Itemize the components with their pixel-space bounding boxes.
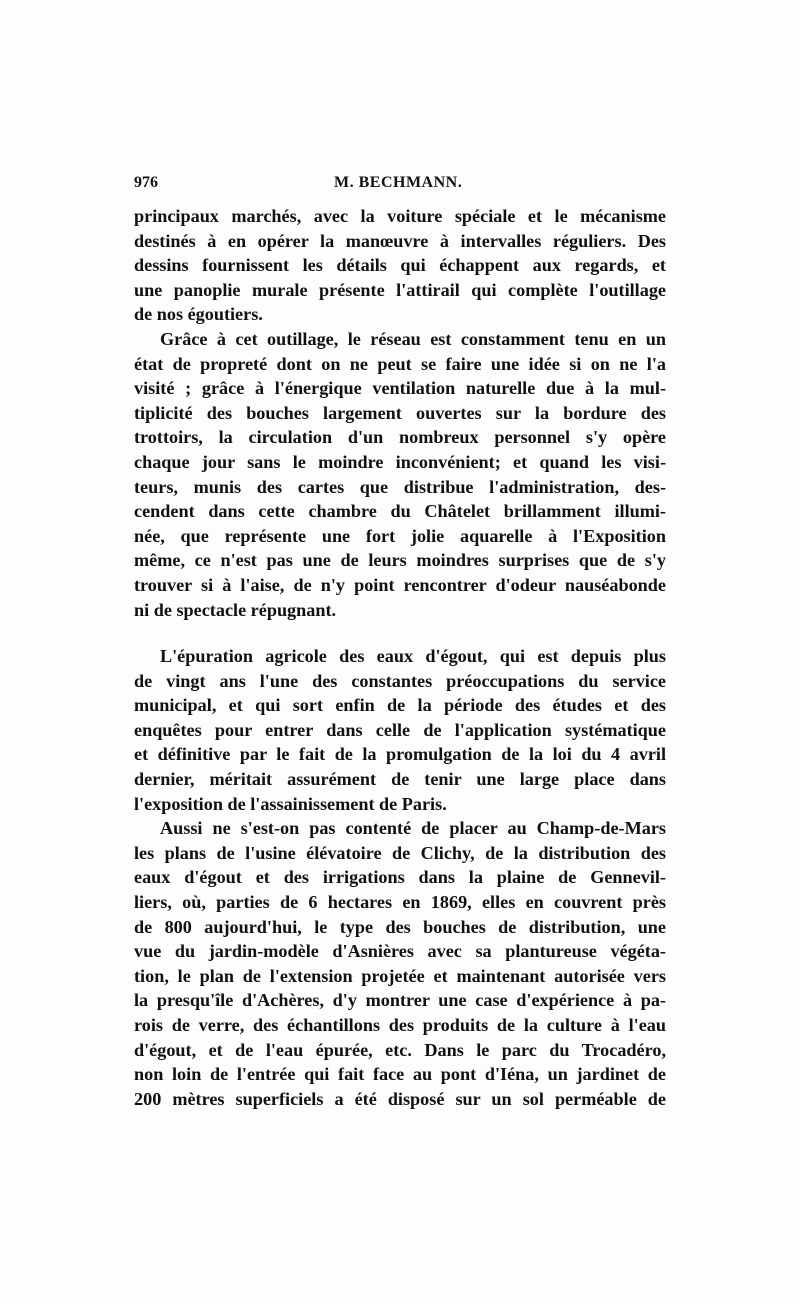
text-line: d'égout, et de l'eau épurée, etc. Dans le parc du Trocadéro,	[134, 1039, 666, 1060]
text-line: l'exposition de l'assainissement de Paris.	[134, 793, 447, 814]
text-line: liers, où, parties de 6 hectares en 1869, elles en couvrent près	[134, 892, 666, 913]
text-line: eaux d'égout et des irrigations dans la plaine de Gennevil-	[134, 867, 666, 888]
text-line: enquêtes pour entrer dans celle de l'application systématique	[134, 719, 666, 740]
text-line: ni de spectacle répugnant.	[134, 599, 337, 620]
text-line: de nos égoutiers.	[134, 304, 263, 325]
text-line: une panoplie murale présente l'attirail qui complète l'outillage	[134, 279, 666, 300]
text-line: trouver si à l'aise, de n'y point rencontrer d'odeur nauséabonde	[134, 574, 666, 595]
page-number: 976	[134, 174, 158, 191]
text-line: Aussi ne s'est-on pas contenté de placer au Champ-de-Mars	[160, 818, 666, 839]
paragraph-champ-de-mars	[134, 816, 666, 1111]
text-line: rois de verre, des échantillons des produits de la culture à l'eau	[134, 1015, 666, 1035]
text-line: même, ce n'est pas une de leurs moindres surprises que de s'y	[134, 550, 666, 571]
text-line: dernier, méritait assurément de tenir une large place dans	[134, 769, 666, 790]
text-line: non loin de l'entrée qui fait face au pont d'Iéna, un jardinet de	[134, 1064, 666, 1085]
text-line: 200 mètres superficiels a été disposé sur un sol perméable de	[134, 1088, 666, 1109]
body-text	[134, 204, 666, 1111]
text-line: visité ; grâce à l'énergique ventilation naturelle due à la mul-	[134, 378, 666, 399]
text-line: née, que représente une fort jolie aquarelle à l'Exposition	[134, 525, 666, 546]
running-head: M. BECHMANN.	[334, 174, 463, 191]
paragraph-outillage	[134, 327, 666, 622]
text-line: municipal, et qui sort enfin de la période des études et des	[134, 695, 666, 716]
text-line: Grâce à cet outillage, le réseau est constamment tenu en un	[160, 328, 666, 349]
page-header	[134, 174, 666, 198]
paragraph-epuration	[134, 644, 666, 816]
text-line: cendent dans cette chambre du Châtelet brillamment illumi-	[134, 501, 666, 522]
text-line: tiplicité des bouches largement ouvertes sur la bordure des	[134, 402, 666, 423]
text-line: destinés à en opérer la manœuvre à intervalles réguliers. Des	[134, 230, 666, 251]
text-line: dessins fournissent les détails qui échappent aux regards, et	[134, 255, 666, 276]
text-line: chaque jour sans le moindre inconvénient; et quand les visi-	[134, 451, 666, 472]
text-line: de vingt ans l'une des constantes préoccupations du service	[134, 670, 666, 691]
text-line: teurs, munis des cartes que distribue l'administration, des-	[134, 476, 666, 497]
section-break	[134, 622, 666, 644]
text-line: de 800 aujourd'hui, le type des bouches de distribution, une	[134, 916, 666, 937]
text-line: la presqu'île d'Achères, d'y montrer une case d'expérience à pa-	[134, 990, 666, 1011]
text-line: état de propreté dont on ne peut se faire une idée si on ne l'a	[134, 353, 666, 374]
text-line: principaux marchés, avec la voiture spéciale et le mécanisme	[134, 206, 666, 226]
text-line: les plans de l'usine élévatoire de Clichy, de la distribution des	[134, 842, 666, 863]
text-line: L'épuration agricole des eaux d'égout, qui est depuis plus	[160, 646, 666, 667]
text-line: vue du jardin-modèle d'Asnières avec sa plantureuse végéta-	[134, 941, 666, 962]
paragraph-continuation	[134, 204, 666, 327]
text-line: et définitive par le fait de la promulgation de la loi du 4 avril	[134, 744, 666, 765]
text-line: tion, le plan de l'extension projetée et maintenant autorisée vers	[134, 965, 666, 986]
text-line: trottoirs, la circulation d'un nombreux personnel s'y opère	[134, 427, 666, 448]
